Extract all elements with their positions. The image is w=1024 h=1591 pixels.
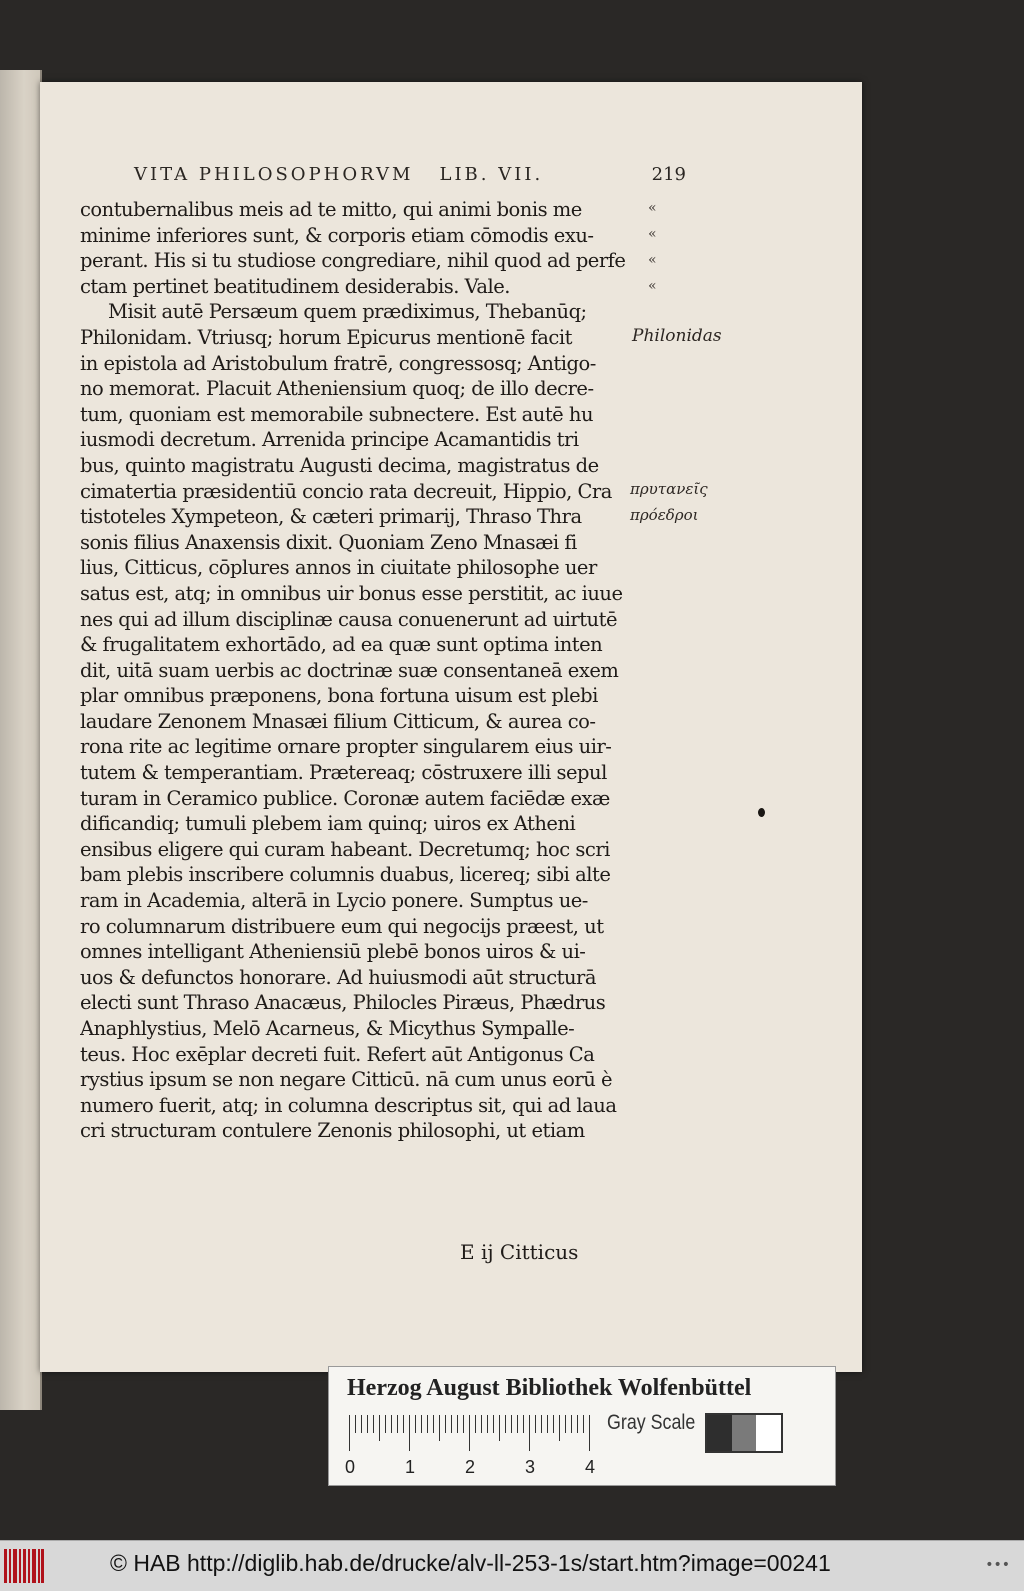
ruler-tick bbox=[547, 1415, 548, 1433]
gray-swatch bbox=[756, 1415, 781, 1451]
quote-mark: « bbox=[648, 200, 657, 216]
ruler-tick bbox=[391, 1415, 392, 1433]
text-line: ram in Academia, alterā in Lycio ponere. Sumptus ue- bbox=[80, 889, 588, 913]
barcode-bar bbox=[13, 1549, 17, 1583]
ruler-tick bbox=[385, 1415, 386, 1433]
ruler-tick bbox=[559, 1415, 560, 1441]
ruler-tick bbox=[565, 1415, 566, 1433]
ruler-tick bbox=[487, 1415, 488, 1433]
ruler-tick bbox=[541, 1415, 542, 1433]
ruler-tick bbox=[367, 1415, 368, 1433]
text-line: teus. Hoc exēplar decreti fuit. Refert aūt Antigonus Ca bbox=[80, 1042, 595, 1066]
text-line: ro columnarum distribuere eum qui negocijs præest, ut bbox=[80, 914, 604, 938]
library-title: Herzog August Bibliothek Wolfenbüttel bbox=[347, 1375, 752, 1401]
text-line: ensibus eligere qui curam habeant. Decretumq; hoc scri bbox=[80, 837, 610, 861]
ruler-tick bbox=[529, 1415, 530, 1451]
text-line: cri structuram contulere Zenonis philosophi, ut etiam bbox=[80, 1119, 585, 1143]
text-line: uos & defunctos honorare. Ad huiusmodi aūt structurā bbox=[80, 965, 596, 989]
ruler-tick bbox=[475, 1415, 476, 1433]
left-page-edge bbox=[0, 70, 42, 1410]
text-line: laudare Zenonem Mnasæi filium Citticum, & aurea co- bbox=[80, 709, 596, 733]
gray-swatch bbox=[707, 1415, 732, 1451]
gray-scale-swatches bbox=[705, 1413, 783, 1453]
ellipsis-icon[interactable]: ••• bbox=[985, 1557, 1010, 1573]
barcode-bar bbox=[28, 1549, 30, 1583]
text-line: tutem & temperantiam. Prætereaq; cōstruxere illi sepul bbox=[80, 761, 607, 785]
text-line: tum, quoniam est memorabile subnectere. Est autē hu bbox=[80, 402, 594, 426]
text-line: satus est, atq; in omnibus uir bonus esse perstitit, ac iuue bbox=[80, 581, 623, 605]
ruler-tick bbox=[499, 1415, 500, 1441]
text-line: omnes intelligant Atheniensiū plebē bonos uiros & ui- bbox=[80, 940, 586, 964]
book-number: LIB. VII. bbox=[439, 164, 544, 185]
text-line: perant. His si tu studiose congrediare, nihil quod ad perfe bbox=[80, 249, 626, 273]
ruler-tick bbox=[469, 1415, 470, 1451]
measure-ruler bbox=[345, 1415, 596, 1477]
ruler-tick bbox=[505, 1415, 506, 1433]
ruler-tick bbox=[553, 1415, 554, 1433]
barcode-bar bbox=[38, 1549, 40, 1583]
text-line: cimatertia præsidentiū concio rata decreuit, Hippio, Cra bbox=[80, 479, 612, 503]
barcode-icon bbox=[4, 1549, 44, 1583]
text-line: Misit autē Persæum quem prædiximus, Thebanūq; bbox=[108, 300, 587, 324]
quotation-marks bbox=[648, 200, 664, 304]
barcode-bar bbox=[4, 1549, 7, 1583]
ink-dot bbox=[758, 808, 765, 817]
ruler-tick bbox=[379, 1415, 380, 1441]
quote-mark: « bbox=[648, 252, 657, 268]
text-line: rona rite ac legitime ornare propter singularem eius uir- bbox=[80, 735, 612, 759]
barcode-bar bbox=[9, 1549, 11, 1583]
ruler-tick bbox=[463, 1415, 464, 1433]
library-label-card bbox=[328, 1366, 836, 1486]
text-line: lius, Citticus, cōplures annos in ciuitate philosophe uer bbox=[80, 556, 597, 580]
ruler-tick bbox=[355, 1415, 356, 1433]
book-page bbox=[40, 82, 862, 1372]
text-line: bus, quinto magistratu Augusti decima, magistratus de bbox=[80, 453, 599, 477]
text-line: dit, uitā suam uerbis ac doctrinæ suæ consentaneā exem bbox=[80, 658, 619, 682]
gray-swatch bbox=[732, 1415, 757, 1451]
text-line: nes qui ad illum disciplinæ causa conuenerunt ad uirtutē bbox=[80, 607, 617, 631]
folio-number: 219 bbox=[651, 164, 686, 185]
footer-bar bbox=[0, 1540, 1024, 1591]
text-line: in epistola ad Aristobulum fratrē, congressosq; Antigo- bbox=[80, 351, 596, 375]
ruler-tick bbox=[583, 1415, 584, 1433]
ruler-tick bbox=[571, 1415, 572, 1433]
text-line: bam plebis inscribere columnis duabus, licereq; sibi alte bbox=[80, 863, 611, 887]
credit-link[interactable]: © HAB http://diglib.hab.de/drucke/alv-ll-253-1s/start.htm?image=00241 bbox=[110, 1550, 831, 1576]
ruler-tick bbox=[577, 1415, 578, 1433]
text-line: Anaphlystius, Melō Acarneus, & Micythus Sympalle- bbox=[80, 1017, 575, 1040]
ruler-tick bbox=[445, 1415, 446, 1433]
ruler-tick bbox=[517, 1415, 518, 1433]
quote-mark: « bbox=[648, 278, 657, 294]
ruler-tick bbox=[511, 1415, 512, 1433]
barcode-bar bbox=[32, 1549, 36, 1583]
text-line: turam in Ceramico publice. Coronæ autem faciēdæ exæ bbox=[80, 786, 610, 810]
ruler-tick bbox=[439, 1415, 440, 1441]
running-header bbox=[134, 164, 686, 185]
ruler-tick bbox=[481, 1415, 482, 1433]
text-line: sonis filius Anaxensis dixit. Quoniam Zeno Mnasæi fi bbox=[80, 530, 577, 554]
ruler-number: 2 bbox=[465, 1457, 476, 1477]
catchword: E ij Citticus bbox=[460, 1240, 579, 1264]
barcode-bar bbox=[19, 1549, 21, 1583]
ruler-number: 1 bbox=[405, 1457, 416, 1477]
ruler-tick bbox=[451, 1415, 452, 1433]
ruler-tick bbox=[523, 1415, 524, 1433]
barcode-bar bbox=[41, 1549, 44, 1583]
margin-note-prytaneis: πρυτανεῖς bbox=[630, 480, 708, 498]
ruler-tick bbox=[433, 1415, 434, 1433]
ruler-number: 3 bbox=[525, 1457, 536, 1477]
ruler-tick bbox=[361, 1415, 362, 1433]
ruler-number: 0 bbox=[345, 1457, 356, 1477]
ruler-tick bbox=[493, 1415, 494, 1433]
ruler-tick bbox=[403, 1415, 404, 1433]
ruler-number: 4 bbox=[585, 1457, 596, 1477]
ruler-tick bbox=[427, 1415, 428, 1433]
text-line: minime inferiores sunt, & corporis etiam cōmodis exu- bbox=[80, 223, 594, 247]
text-line: rystius ipsum se non negare Citticū. nā cum unus eorū è bbox=[80, 1068, 613, 1092]
ruler-tick bbox=[349, 1415, 350, 1451]
text-line: & frugalitatem exhortādo, ad ea quæ sunt optima inten bbox=[80, 633, 603, 657]
body-text bbox=[80, 197, 680, 1144]
ruler-tick bbox=[457, 1415, 458, 1433]
ruler-tick bbox=[373, 1415, 374, 1433]
margin-note-proedroi: πρόεδροι bbox=[630, 506, 699, 524]
margin-note-philonidas: Philonidas bbox=[632, 326, 722, 346]
text-line: tistoteles Xympeteon, & cæteri primarij, Thraso Thra bbox=[80, 505, 582, 529]
running-title: VITA PHILOSOPHORVM bbox=[134, 164, 414, 185]
text-line: plar omnibus præponens, bona fortuna uisum est plebi bbox=[80, 684, 598, 708]
ruler-tick bbox=[421, 1415, 422, 1433]
text-line: ctam pertinet beatitudinem desiderabis. Vale. bbox=[80, 274, 510, 298]
gray-scale-label: Gray Scale bbox=[607, 1411, 696, 1434]
text-line: dificandiq; tumuli plebem iam quinq; uiros ex Atheni bbox=[80, 812, 576, 836]
ruler-tick bbox=[535, 1415, 536, 1433]
text-line: iusmodi decretum. Arrenida principe Acamantidis tri bbox=[80, 428, 579, 452]
text-line: contubernalibus meis ad te mitto, qui animi bonis me bbox=[80, 198, 582, 221]
quote-mark: « bbox=[648, 226, 657, 242]
ruler-tick bbox=[415, 1415, 416, 1433]
text-line: Philonidam. Vtriusq; horum Epicurus mentionē facit bbox=[80, 325, 572, 349]
barcode-bar bbox=[23, 1549, 26, 1583]
text-line: numero fuerit, atq; in columna descriptus sit, qui ad laua bbox=[80, 1093, 617, 1117]
ruler-tick bbox=[397, 1415, 398, 1433]
text-line: electi sunt Thraso Anacæus, Philocles Piræus, Phædrus bbox=[80, 991, 606, 1015]
ruler-tick bbox=[589, 1415, 590, 1451]
ruler-tick bbox=[409, 1415, 410, 1451]
text-line: no memorat. Placuit Atheniensium quoq; de illo decre- bbox=[80, 377, 594, 401]
